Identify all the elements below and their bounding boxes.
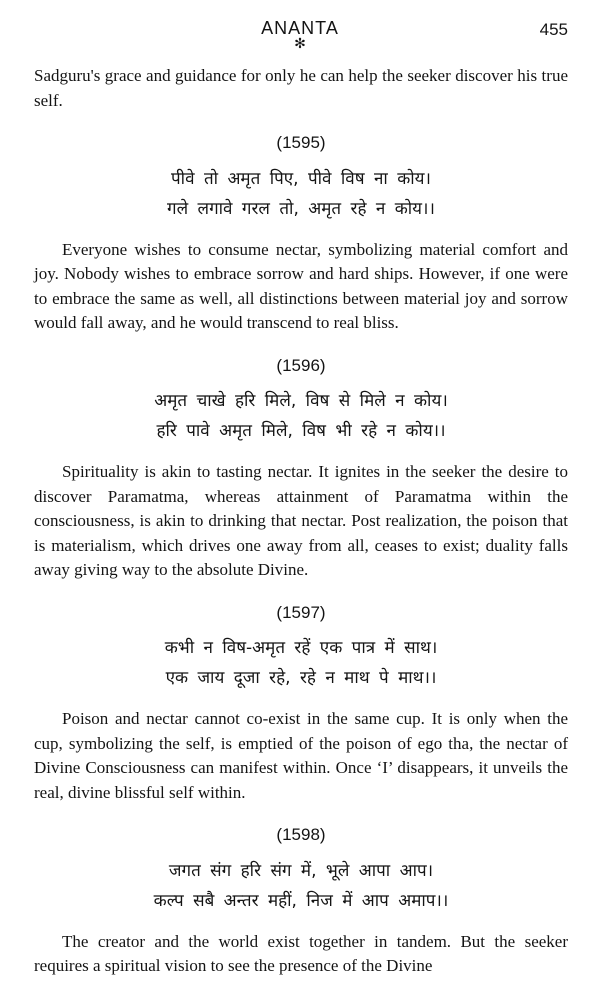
couplet-line: एक जाय दूजा रहे, रहे न माथ पे माथ।। [165, 668, 437, 688]
verse-number-1595: (1595) [276, 133, 326, 152]
couplet-line: जगत संग हरि संग में, भूले आपा आप। [168, 860, 434, 881]
page-number: 455 [539, 20, 568, 39]
ornament-icon: ✻ [294, 37, 306, 52]
paragraph-commentary-1598: The creator and the world exist together in tandem. But the seeker requires a spiritual vision to see the presence of the Divine [34, 931, 568, 975]
couplet-1595 [34, 164, 568, 224]
couplet-1596 [34, 386, 568, 446]
couplet-line: हरि पावे अमृत मिले, विष भी रहे न कोय।। [156, 421, 446, 441]
paragraph-commentary-1597: Poison and nectar cannot co-exist in the same cup. It is only when the cup, symbolizing the self, is emptied of the poison of ego tha, the nectar of Divine Consciousness can manifest within. Once ‘I’ disappears, it unveils the real, divine blissful self within. [34, 709, 568, 802]
couplet-line: पीवे तो अमृत पिए, पीवे विष ना कोय। [171, 168, 431, 189]
couplet-1598 [34, 856, 568, 916]
couplet-line: कभी न विष-अमृत रहें एक पात्र में साथ। [164, 638, 438, 658]
couplet-1597 [34, 633, 568, 693]
verse-number-1596: (1596) [276, 355, 326, 375]
verse-number-1598: (1598) [276, 825, 326, 844]
paragraph-intro: Sadguru's grace and guidance for only he can help the seeker discover his true self. [34, 66, 568, 110]
couplet-line: अमृत चाखे हरि मिले, विष से मिले न कोय। [154, 391, 448, 411]
couplet-line: गले लगावे गरल तो, अमृत रहे न कोय।। [167, 198, 435, 219]
page-body [34, 64, 568, 979]
running-head: ANANTA [261, 18, 339, 38]
verse-number-1597: (1597) [276, 602, 326, 622]
paragraph-commentary-1596: Spirituality is akin to tasting nectar. It ignites in the seeker the desire to discover Paramatma, whereas attainment of Paramatma within the consciousness, is akin to drinking that nectar. Post realization, the poison that is materialism, which drives one away from all, ceases to exist; duality falls away giving way to the absolute Divine. [34, 462, 568, 579]
paragraph-commentary-1595: Everyone wishes to consume nectar, symbolizing material comfort and joy. Nobody wishes to embrace sorrow and hard ships. However, if one were to embrace the same as well, all distinctions between material joy and sorrow would fall away, and he would transcend to real bliss. [34, 239, 568, 332]
couplet-line: कल्प सबै अन्तर महीं, निज में आप अमाप।। [153, 890, 449, 911]
